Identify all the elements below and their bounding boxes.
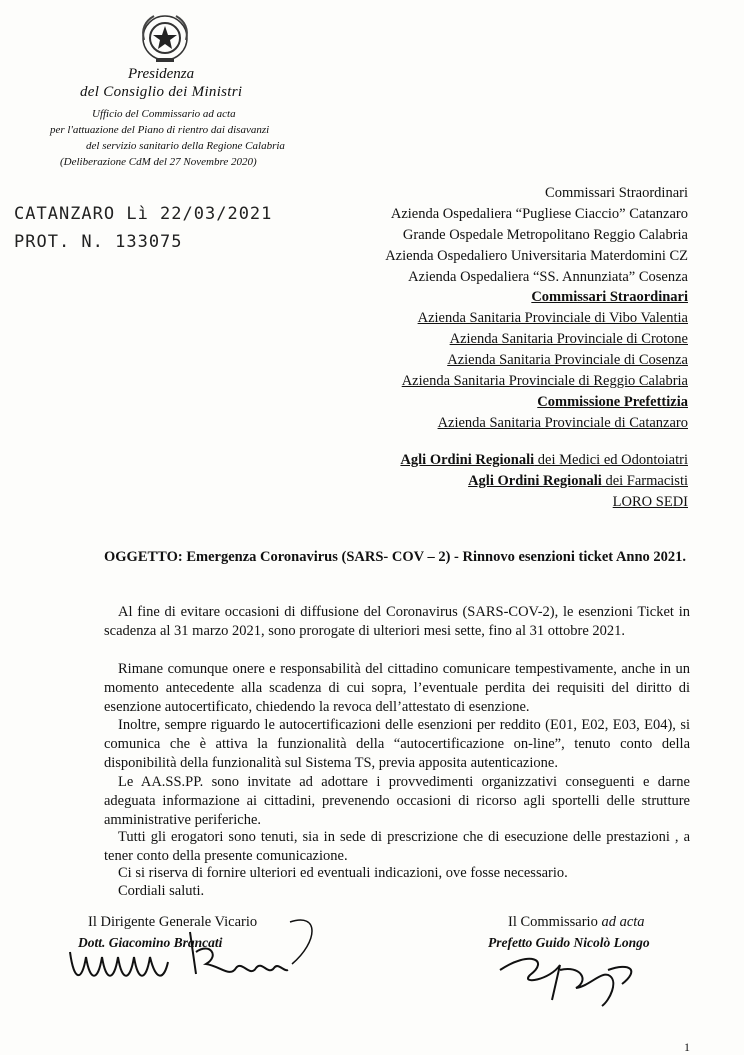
handwritten-place-date: CATANZARO Lì 22/03/2021 xyxy=(14,204,273,224)
left-signatory-title: Il Dirigente Generale Vicario xyxy=(88,914,258,930)
body-paragraph: Tutti gli erogatori sono tenuti, sia in sede di prescrizione che di esecuzione delle prestazioni , a tener conto della presente comunicazione. xyxy=(104,829,690,864)
recipient-line: Azienda Ospedaliera “SS. Annunziata” Cosenza xyxy=(408,269,688,285)
handwritten-protocol-number: PROT. N. 133075 xyxy=(14,232,183,252)
orders-recipient-2: Agli Ordini Regionali dei Farmacisti xyxy=(468,473,688,489)
page-number: 1 xyxy=(684,1040,690,1054)
closing-salutation: Cordiali saluti. xyxy=(118,883,205,899)
recipient-heading: Commissari Straordinari xyxy=(531,289,688,305)
left-signatory-name: Dott. Giacomino Brancati xyxy=(78,935,223,950)
recipient-line: Commissari Straordinari xyxy=(545,185,688,201)
right-handwritten-signature xyxy=(490,940,650,1015)
letterhead-line: Presidenza xyxy=(128,66,195,82)
letterhead-line: del Consiglio dei Ministri xyxy=(80,84,243,100)
recipient-heading: Commissione Prefettizia xyxy=(537,394,688,410)
orders-recipient-1: Agli Ordini Regionali dei Medici ed Odontoiatri xyxy=(400,452,688,468)
right-signatory-name: Prefetto Guido Nicolò Longo xyxy=(488,935,650,950)
body-paragraph: Le AA.SS.PP. sono invitate ad adottare i provvedimenti organizzativi conseguenti e darne adeguata informazione ai cittadini, prevenendo occasioni di ricorso agli sportelli delle strutture amministrative periferiche. xyxy=(104,774,690,828)
body-paragraph: Al fine di evitare occasioni di diffusione del Coronavirus (SARS-COV-2), le esenzioni Ticket in scadenza al 31 marzo 2021, sono prorogate di ulteriori mesi sette, fino al 31 ottobre 2021. xyxy=(104,604,690,639)
letterhead-line: Ufficio del Commissario ad acta xyxy=(92,108,236,120)
body-paragraph: Rimane comunque onere e responsabilità del cittadino comunicare tempestivamente, anche in un momento antecedente alla scadenza di cui sopra, l’eventuale perdita dei requisiti del diritto di esenzione autocertificato, chiedendo la revoca dell’attestato di esenzione. xyxy=(104,661,690,715)
letterhead-line: (Deliberazione CdM del 27 Novembre 2020) xyxy=(60,156,257,168)
right-signatory-title: Il Commissario ad acta xyxy=(508,914,645,930)
loro-sedi: LORO SEDI xyxy=(612,494,688,510)
republic-emblem-icon xyxy=(136,10,194,66)
recipient-line: Grande Ospedale Metropolitano Reggio Calabria xyxy=(402,227,688,243)
letterhead-line: per l'attuazione del Piano di rientro dai disavanzi xyxy=(50,124,270,136)
recipient-line: Azienda Ospedaliero Universitaria Materdomini CZ xyxy=(385,248,688,264)
recipient-line: Azienda Sanitaria Provinciale di Vibo Valentia xyxy=(417,310,688,326)
body-paragraph: Inoltre, sempre riguardo le autocertificazioni delle esenzioni per reddito (E01, E02, E03, E04), si comunica che è attiva la funzionalità della “autocertificazione on-line”, tenuto conto della disponibilità della funzionalità sul Sistema TS, previa apposita autenticazione. xyxy=(104,717,690,771)
left-handwritten-signature xyxy=(60,912,320,997)
recipient-line: Azienda Sanitaria Provinciale di Reggio Calabria xyxy=(401,373,688,389)
recipient-line: Azienda Sanitaria Provinciale di Catanzaro xyxy=(437,415,688,431)
body-paragraph: Ci si riserva di fornire ulteriori ed eventuali indicazioni, ove fosse necessario. xyxy=(118,865,568,881)
recipient-line: Azienda Sanitaria Provinciale di Crotone xyxy=(449,331,688,347)
letterhead-line: del servizio sanitario della Regione Calabria xyxy=(86,140,285,152)
recipient-line: Azienda Sanitaria Provinciale di Cosenza xyxy=(447,352,688,368)
recipient-line: Azienda Ospedaliera “Pugliese Ciaccio” Catanzaro xyxy=(390,206,688,222)
subject: OGGETTO: Emergenza Coronavirus (SARS- COV – 2) - Rinnovo esenzioni ticket Anno 2021. xyxy=(104,549,687,565)
